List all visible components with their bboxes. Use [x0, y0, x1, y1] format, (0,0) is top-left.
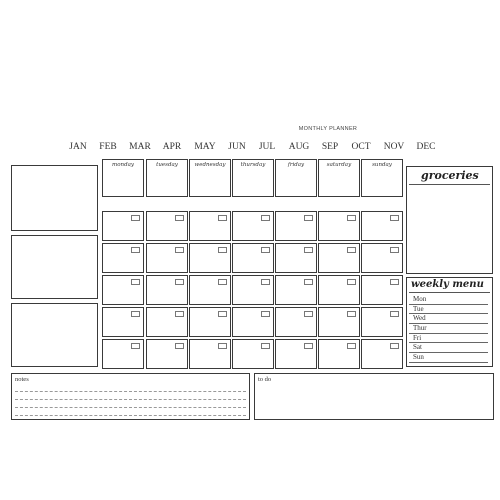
day-cell[interactable]	[361, 307, 403, 337]
day-cell[interactable]	[361, 243, 403, 273]
menu-day-mon[interactable]: Mon	[409, 295, 488, 305]
month-sep: SEP	[321, 142, 339, 152]
date-number-box[interactable]	[175, 215, 184, 221]
date-number-box[interactable]	[347, 311, 356, 317]
date-number-box[interactable]	[175, 343, 184, 349]
menu-day-sun[interactable]: Sun	[409, 353, 488, 363]
date-number-box[interactable]	[261, 279, 270, 285]
date-number-box[interactable]	[304, 215, 313, 221]
date-number-box[interactable]	[304, 279, 313, 285]
groceries-box[interactable]	[406, 166, 493, 274]
menu-day-sat[interactable]: Sat	[409, 343, 488, 353]
month-aug: AUG	[288, 142, 310, 152]
day-cell[interactable]	[275, 275, 317, 305]
date-number-box[interactable]	[175, 247, 184, 253]
date-number-box[interactable]	[347, 247, 356, 253]
day-cell[interactable]	[275, 243, 317, 273]
date-number-box[interactable]	[175, 279, 184, 285]
groceries-divider	[409, 184, 490, 185]
weekday-label: saturday	[326, 162, 352, 168]
date-number-box[interactable]	[131, 215, 140, 221]
day-cell[interactable]	[361, 275, 403, 305]
date-number-box[interactable]	[390, 343, 399, 349]
day-cell[interactable]	[189, 275, 231, 305]
date-number-box[interactable]	[304, 311, 313, 317]
day-cell[interactable]	[232, 275, 274, 305]
day-cell[interactable]	[275, 211, 317, 241]
date-number-box[interactable]	[218, 311, 227, 317]
date-number-box[interactable]	[131, 247, 140, 253]
date-number-box[interactable]	[261, 247, 270, 253]
date-number-box[interactable]	[347, 279, 356, 285]
date-number-box[interactable]	[218, 247, 227, 253]
planner-sheet	[0, 92, 500, 428]
todo-box[interactable]	[254, 373, 494, 420]
date-number-box[interactable]	[175, 311, 184, 317]
day-cell[interactable]	[318, 339, 360, 369]
day-cell[interactable]	[361, 211, 403, 241]
day-cell[interactable]	[232, 243, 274, 273]
day-cell[interactable]	[318, 243, 360, 273]
weekly-menu-list	[407, 295, 492, 363]
notes-line-4	[15, 415, 246, 416]
menu-day-thur[interactable]: Thur	[409, 324, 488, 334]
weekday-label: wednesday	[194, 162, 226, 168]
date-number-box[interactable]	[261, 311, 270, 317]
date-number-box[interactable]	[218, 343, 227, 349]
menu-day-tue[interactable]: Tue	[409, 305, 488, 315]
date-number-box[interactable]	[218, 279, 227, 285]
day-cell[interactable]	[275, 307, 317, 337]
weekday-label: monday	[112, 162, 134, 168]
day-cell[interactable]	[146, 243, 188, 273]
day-cell[interactable]	[232, 307, 274, 337]
day-cell[interactable]	[318, 211, 360, 241]
day-cell[interactable]	[146, 211, 188, 241]
month-may: MAY	[194, 142, 216, 152]
date-number-box[interactable]	[304, 343, 313, 349]
month-feb: FEB	[99, 142, 117, 152]
day-cell[interactable]	[146, 307, 188, 337]
date-number-box[interactable]	[261, 343, 270, 349]
day-cell[interactable]	[102, 243, 144, 273]
day-cell[interactable]	[361, 339, 403, 369]
date-number-box[interactable]	[304, 247, 313, 253]
day-cell[interactable]	[232, 211, 274, 241]
date-number-box[interactable]	[131, 343, 140, 349]
month-mar: MAR	[129, 142, 151, 152]
weekly-menu-heading: weekly menu	[411, 279, 484, 290]
notes-line-1	[15, 391, 246, 392]
day-cell[interactable]	[146, 339, 188, 369]
date-number-box[interactable]	[131, 279, 140, 285]
date-number-box[interactable]	[347, 215, 356, 221]
day-cell[interactable]	[146, 275, 188, 305]
notes-line-3	[15, 407, 246, 408]
day-cell[interactable]	[189, 339, 231, 369]
day-cell[interactable]	[102, 339, 144, 369]
day-cell[interactable]	[189, 211, 231, 241]
menu-day-wed[interactable]: Wed	[409, 314, 488, 324]
day-cell[interactable]	[318, 275, 360, 305]
month-nov: NOV	[383, 142, 405, 152]
date-number-box[interactable]	[390, 247, 399, 253]
notes-box[interactable]	[11, 373, 250, 420]
menu-day-fri[interactable]: Fri	[409, 334, 488, 344]
month-oct: OCT	[351, 142, 371, 152]
notes-label: notes	[15, 376, 29, 383]
date-number-box[interactable]	[390, 311, 399, 317]
date-number-box[interactable]	[390, 215, 399, 221]
todo-label: to do	[258, 376, 272, 383]
month-jan: JAN	[69, 142, 87, 152]
weekday-label: friday	[287, 162, 305, 168]
day-cell[interactable]	[232, 339, 274, 369]
day-cell[interactable]	[189, 307, 231, 337]
weekday-label: thursday	[240, 162, 266, 168]
weekday-label: sunday	[372, 162, 392, 168]
day-cell[interactable]	[318, 307, 360, 337]
month-jun: JUN	[228, 142, 246, 152]
date-number-box[interactable]	[390, 279, 399, 285]
day-cell[interactable]	[102, 211, 144, 241]
day-cell[interactable]	[102, 275, 144, 305]
day-cell[interactable]	[102, 307, 144, 337]
month-dec: DEC	[416, 142, 436, 152]
groceries-heading: groceries	[421, 169, 479, 182]
weekly-menu-divider	[409, 292, 490, 293]
day-cell[interactable]	[275, 339, 317, 369]
notes-line-2	[15, 399, 246, 400]
month-jul: JUL	[258, 142, 276, 152]
date-number-box[interactable]	[261, 215, 270, 221]
month-apr: APR	[162, 142, 182, 152]
date-number-box[interactable]	[218, 215, 227, 221]
weekday-label: tuesday	[156, 162, 178, 168]
date-number-box[interactable]	[131, 311, 140, 317]
date-number-box[interactable]	[347, 343, 356, 349]
page-title: MONTHLY PLANNER	[298, 126, 358, 132]
weekly-menu-box[interactable]	[406, 277, 493, 367]
day-cell[interactable]	[189, 243, 231, 273]
